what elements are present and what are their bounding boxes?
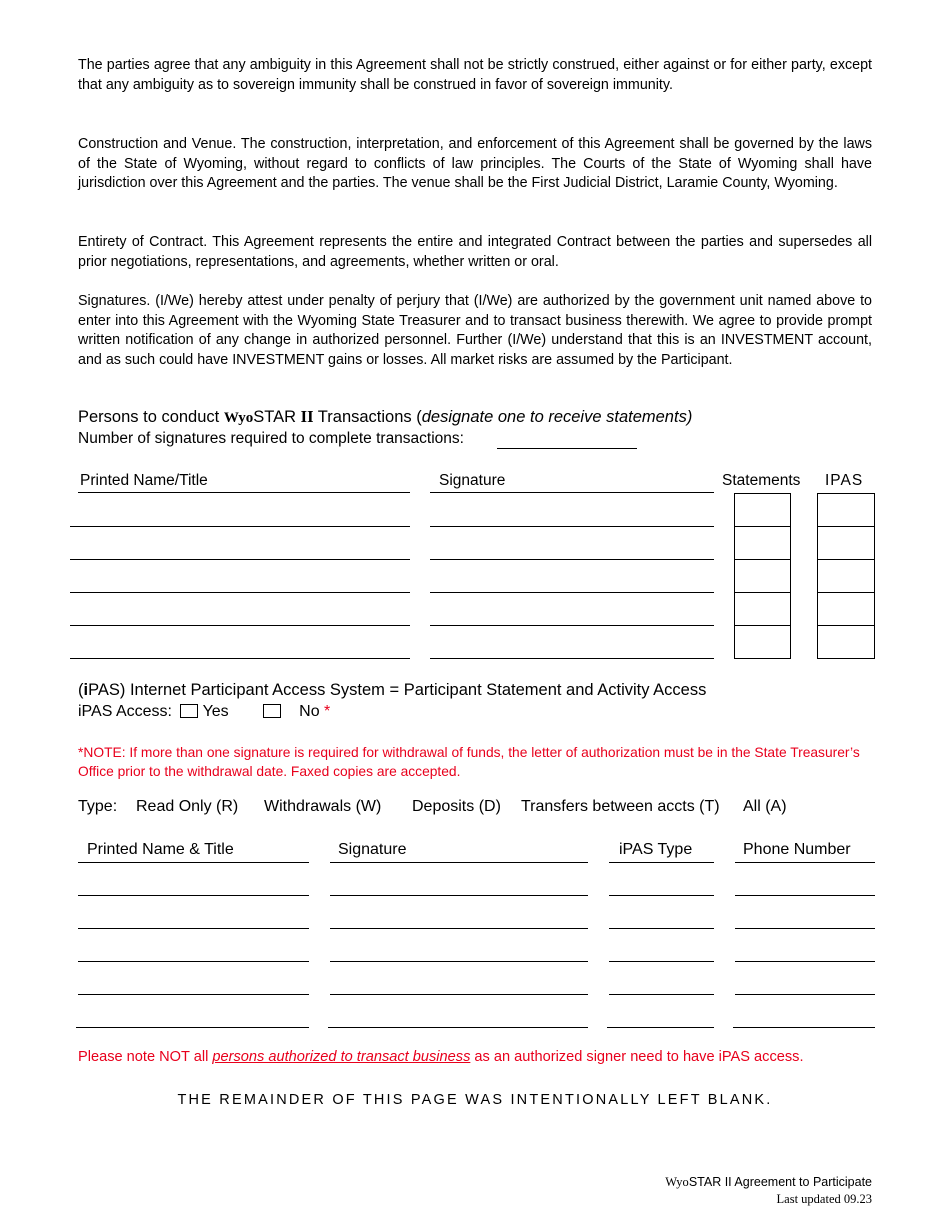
ipas-heading-i: i	[83, 681, 89, 699]
header-underline	[430, 492, 714, 493]
printed-name-line[interactable]	[78, 994, 309, 995]
col2-printed-name-title: Printed Name & Title	[87, 841, 234, 858]
brand-star: STAR	[253, 408, 301, 426]
ipas-checkbox[interactable]	[817, 592, 875, 626]
signature-line[interactable]	[430, 625, 714, 626]
signature-line[interactable]	[430, 526, 714, 527]
signature-line[interactable]	[330, 928, 588, 929]
col2-phone-number: Phone Number	[743, 841, 851, 858]
phone-line[interactable]	[735, 895, 875, 896]
signature-line[interactable]	[330, 994, 588, 995]
col-printed-name-title: Printed Name/Title	[80, 472, 208, 489]
ipas-checkbox[interactable]	[817, 493, 875, 527]
footer-wyo: Wyo	[665, 1175, 689, 1189]
signature-line[interactable]	[330, 961, 588, 962]
ipas-note: *NOTE: If more than one signature is required for withdrawal of funds, the letter of authorization must be in the State Treasurer’s Office prior to the withdrawal date. Faxed copies are accepted.	[78, 745, 860, 779]
statements-checkbox[interactable]	[734, 592, 791, 626]
ipas-checkbox[interactable]	[817, 625, 875, 659]
footer-title-rest: STAR II Agreement to Participate	[688, 1175, 872, 1189]
ipas-checkbox[interactable]	[817, 526, 875, 560]
phone-line[interactable]	[735, 928, 875, 929]
printed-name-line[interactable]	[78, 961, 309, 962]
signatures-required-label: Number of signatures required to complete transactions:	[78, 430, 464, 447]
type-label: Type:	[78, 798, 118, 815]
col-statements: Statements	[722, 472, 801, 489]
authorized-persons-link[interactable]: persons authorized to transact business	[212, 1049, 471, 1065]
signature-line[interactable]	[328, 1027, 588, 1028]
signatures-required-field[interactable]	[497, 448, 637, 449]
statements-checkbox[interactable]	[734, 559, 791, 593]
footer-updated: Last updated 09.23	[776, 1192, 872, 1206]
type-all: All (A)	[743, 798, 787, 815]
ipas-no-checkbox[interactable]	[263, 704, 281, 718]
persons-heading	[78, 407, 692, 427]
printed-name-line[interactable]	[70, 658, 410, 659]
brand-ii: II	[300, 407, 314, 426]
statements-checkbox[interactable]	[734, 526, 791, 560]
header-underline	[330, 862, 588, 863]
signature-line[interactable]	[430, 658, 714, 659]
persons-heading-italic: designate one to receive statements)	[421, 408, 693, 426]
printed-name-line[interactable]	[78, 928, 309, 929]
ipas-type-line[interactable]	[609, 961, 714, 962]
ipas-heading-open: (	[78, 681, 84, 699]
printed-name-line[interactable]	[78, 895, 309, 896]
ipas-access-note	[78, 1049, 804, 1065]
statements-checkbox[interactable]	[734, 493, 791, 527]
required-asterisk: *	[324, 703, 331, 720]
ipas-yes-label: Yes	[202, 703, 229, 720]
type-deposits: Deposits (D)	[412, 798, 501, 815]
printed-name-line[interactable]	[70, 559, 410, 560]
phone-line[interactable]	[735, 994, 875, 995]
ambiguity-paragraph: The parties agree that any ambiguity in this Agreement shall not be strictly construed, either against or for either party, except that any ambiguity as to sovereign immunity shall be construed in favor of sovereign immunity.	[78, 57, 872, 93]
col2-ipas-type: iPAS Type	[619, 841, 693, 858]
ipas-heading-text: PAS) Internet Participant Access System = Participant Statement and Activity Access	[88, 681, 707, 699]
statements-checkbox[interactable]	[734, 625, 791, 659]
brand-wyo: Wyo	[223, 410, 254, 426]
ipas-no-label: No	[299, 703, 320, 720]
ipas-checkbox[interactable]	[817, 559, 875, 593]
type-withdrawals: Withdrawals (W)	[264, 798, 382, 815]
ipas-type-line[interactable]	[607, 1027, 714, 1028]
ipas-type-line[interactable]	[609, 895, 714, 896]
type-read-only: Read Only (R)	[136, 798, 239, 815]
signatures-paragraph: Signatures. (I/We) hereby attest under penalty of perjury that (I/We) are authorized by the government unit named above to enter into this Agreement with the Wyoming State Treasurer and to transact business therewith. We agree to provide prompt written notification of any change in authorized personnel. Further (I/We) understand that this is an INVESTMENT account, and as such could have INVESTMENT gains or losses. All market risks are assumed by the Participant.	[78, 293, 872, 368]
ipas-access-label: iPAS Access:	[78, 703, 172, 720]
col-signature: Signature	[439, 472, 506, 489]
ipas-access-note-prefix: Please note NOT all	[78, 1049, 213, 1065]
phone-line[interactable]	[735, 961, 875, 962]
ipas-heading	[78, 681, 706, 700]
ipas-yes-checkbox[interactable]	[180, 704, 198, 718]
printed-name-line[interactable]	[70, 625, 410, 626]
header-underline	[78, 862, 309, 863]
type-transfers: Transfers between accts (T)	[521, 798, 720, 815]
header-underline	[735, 862, 875, 863]
col2-signature: Signature	[338, 841, 407, 858]
printed-name-line[interactable]	[76, 1027, 309, 1028]
printed-name-line[interactable]	[70, 526, 410, 527]
phone-line[interactable]	[733, 1027, 875, 1028]
persons-heading-prefix: Persons to conduct	[78, 408, 224, 426]
col-ipas: IPAS	[825, 472, 864, 489]
header-underline	[609, 862, 714, 863]
signature-line[interactable]	[430, 592, 714, 593]
entirety-paragraph: Entirety of Contract. This Agreement represents the entire and integrated Contract between the parties and supersedes all prior negotiations, representations, and agreements, whether written or oral.	[78, 234, 872, 270]
blank-page-notice: THE REMAINDER OF THIS PAGE WAS INTENTIONALLY LEFT BLANK.	[177, 1092, 773, 1108]
header-underline	[78, 492, 410, 493]
signature-line[interactable]	[330, 895, 588, 896]
printed-name-line[interactable]	[70, 592, 410, 593]
ipas-type-line[interactable]	[609, 928, 714, 929]
persons-heading-suffix: Transactions (	[313, 408, 422, 426]
footer-title	[665, 1175, 872, 1190]
signature-line[interactable]	[430, 559, 714, 560]
construction-venue-paragraph: Construction and Venue. The construction, interpretation, and enforcement of this Agreement shall be governed by the laws of the State of Wyoming, without regard to conflicts of law principles. The Courts of the State of Wyoming shall have jurisdiction over this Agreement and the parties. The venue shall be the First Judicial District, Laramie County, Wyoming.	[78, 136, 872, 192]
ipas-access-row	[78, 703, 330, 721]
ipas-access-note-suffix: as an authorized signer need to have iPAS access.	[470, 1049, 804, 1065]
ipas-type-line[interactable]	[609, 994, 714, 995]
